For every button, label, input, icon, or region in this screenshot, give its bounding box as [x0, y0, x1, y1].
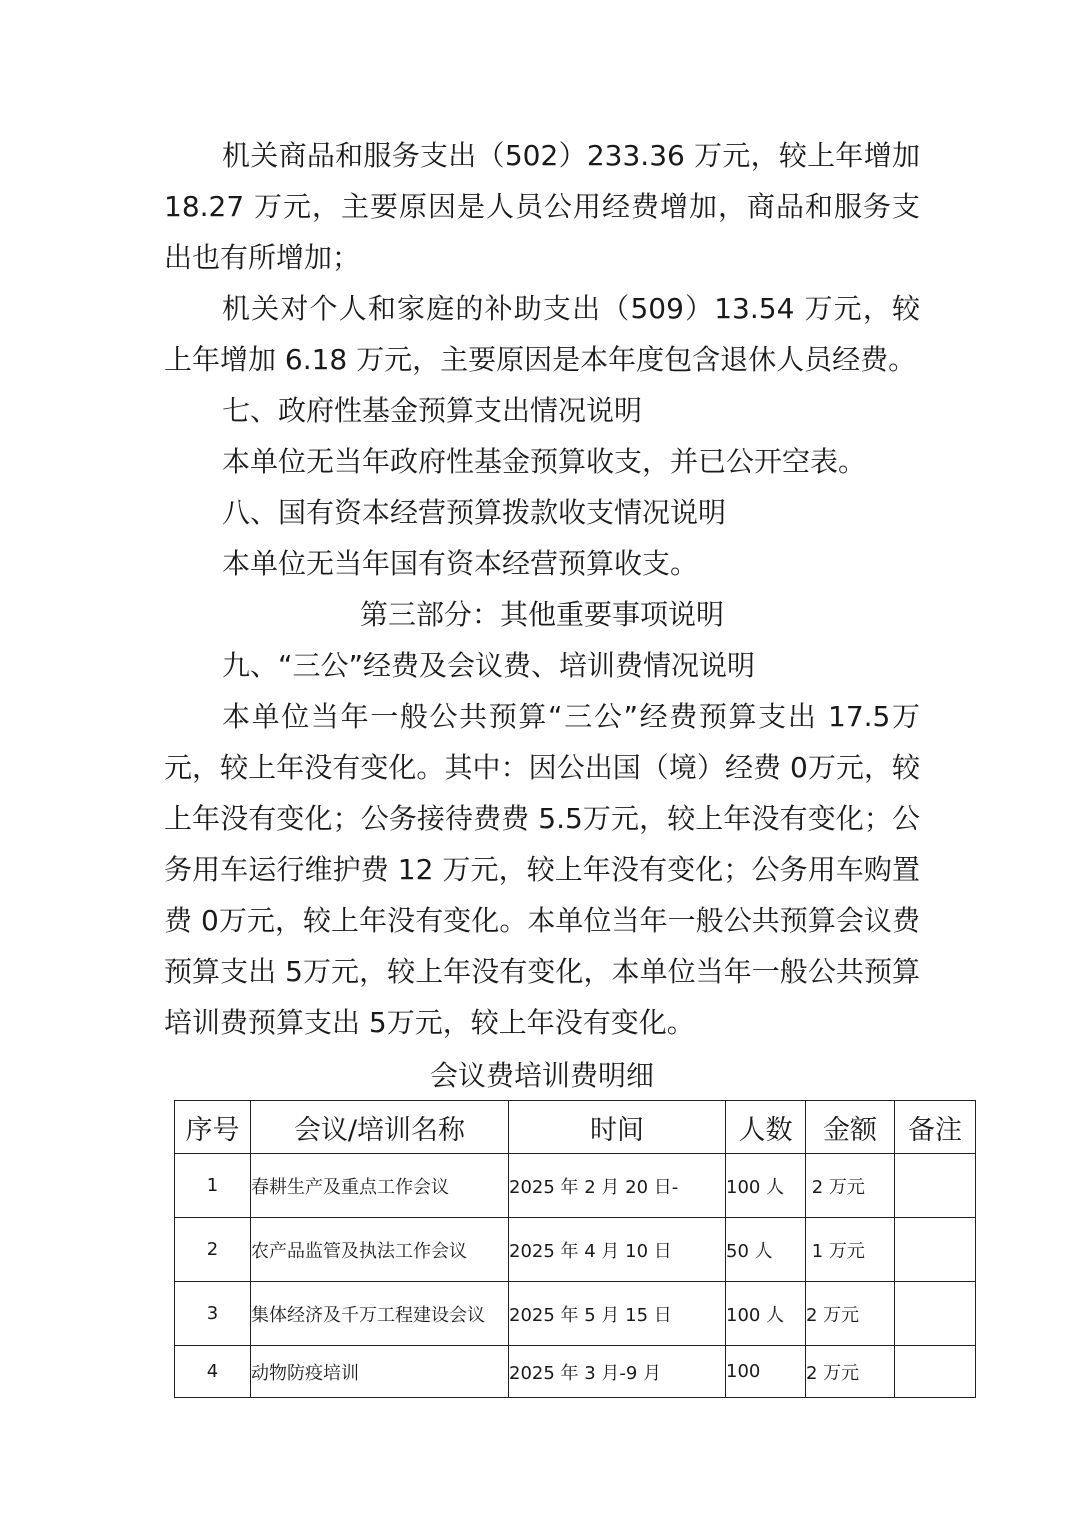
cell-name: 农产品监管及执法工作会议 [251, 1218, 509, 1282]
cell-people: 100 人 [726, 1154, 806, 1218]
table-row [175, 1154, 976, 1218]
part-three-title: 第三部分：其他重要事项说明 [359, 598, 724, 631]
cell-amount: 2 万元 [806, 1154, 895, 1218]
header-note: 备注 [895, 1101, 976, 1154]
cell-note [895, 1218, 976, 1282]
cell-people: 100 人 [726, 1282, 806, 1346]
paragraph-household-subsidy: 机关对个人和家庭的补助支出（509）13.54 万元，较上年增加 6.18 万元，主要原因是本年度包含退休人员经费。 [164, 292, 920, 376]
cell-no: 3 [175, 1282, 251, 1346]
cell-note [895, 1154, 976, 1218]
paragraph-three-public: 本单位当年一般公共预算“三公”经费预算支出 17.5万元，较上年没有变化。其中：因公出国（境）经费 0万元，较上年没有变化；公务接待费费 5.5万元，较上年没有变化；公务用车运行维护费 12 万元，较上年没有变化；公务用车购置费 0万元，较上年没有变化。本单位当年一般公共预算会议费预算支出 5万元，较上年没有变化，本单位当年一般公共预算培训费预算支出 5万元，较上年没有变化。 [164, 700, 920, 1039]
paragraph-commodity-services: 机关商品和服务支出（502）233.36 万元，较上年增加18.27 万元，主要原因是人员公用经费增加，商品和服务支出也有所增加； [164, 139, 920, 274]
cell-amount: 1 万元 [806, 1218, 895, 1282]
meeting-training-table [174, 1100, 976, 1398]
header-no: 序号 [175, 1101, 251, 1154]
cell-time: 2025 年 3 月-9 月 [509, 1346, 726, 1398]
cell-amount: 2 万元 [806, 1346, 895, 1398]
cell-time: 2025 年 5 月 15 日 [509, 1282, 726, 1346]
body-text [164, 130, 920, 1048]
cell-people: 100 [726, 1346, 806, 1398]
table-row [175, 1346, 976, 1398]
section-heading-8: 八、国有资本经营预算拨款收支情况说明 [222, 496, 727, 529]
cell-time: 2025 年 4 月 10 日 [509, 1218, 726, 1282]
cell-name: 春耕生产及重点工作会议 [251, 1154, 509, 1218]
section-heading-9: 九、“三公”经费及会议费、培训费情况说明 [222, 649, 756, 682]
paragraph-state-capital: 本单位无当年国有资本经营预算收支。 [222, 547, 699, 580]
cell-amount: 2 万元 [806, 1282, 895, 1346]
table-header-row [175, 1101, 976, 1154]
cell-no: 4 [175, 1346, 251, 1398]
cell-name: 动物防疫培训 [251, 1346, 509, 1398]
cell-no: 2 [175, 1218, 251, 1282]
header-time: 时间 [509, 1101, 726, 1154]
table-title: 会议费培训费明细 [429, 1059, 654, 1092]
table-row [175, 1282, 976, 1346]
header-people: 人数 [726, 1101, 806, 1154]
cell-time: 2025 年 2 月 20 日- [509, 1154, 726, 1218]
cell-note [895, 1282, 976, 1346]
header-name: 会议/培训名称 [251, 1101, 509, 1154]
cell-name: 集体经济及千万工程建设会议 [251, 1282, 509, 1346]
cell-no: 1 [175, 1154, 251, 1218]
paragraph-gov-fund: 本单位无当年政府性基金预算收支，并已公开空表。 [222, 445, 867, 478]
section-heading-7: 七、政府性基金预算支出情况说明 [222, 394, 643, 427]
cell-people: 50 人 [726, 1218, 806, 1282]
header-amount: 金额 [806, 1101, 895, 1154]
table-row [175, 1218, 976, 1282]
cell-note [895, 1346, 976, 1398]
